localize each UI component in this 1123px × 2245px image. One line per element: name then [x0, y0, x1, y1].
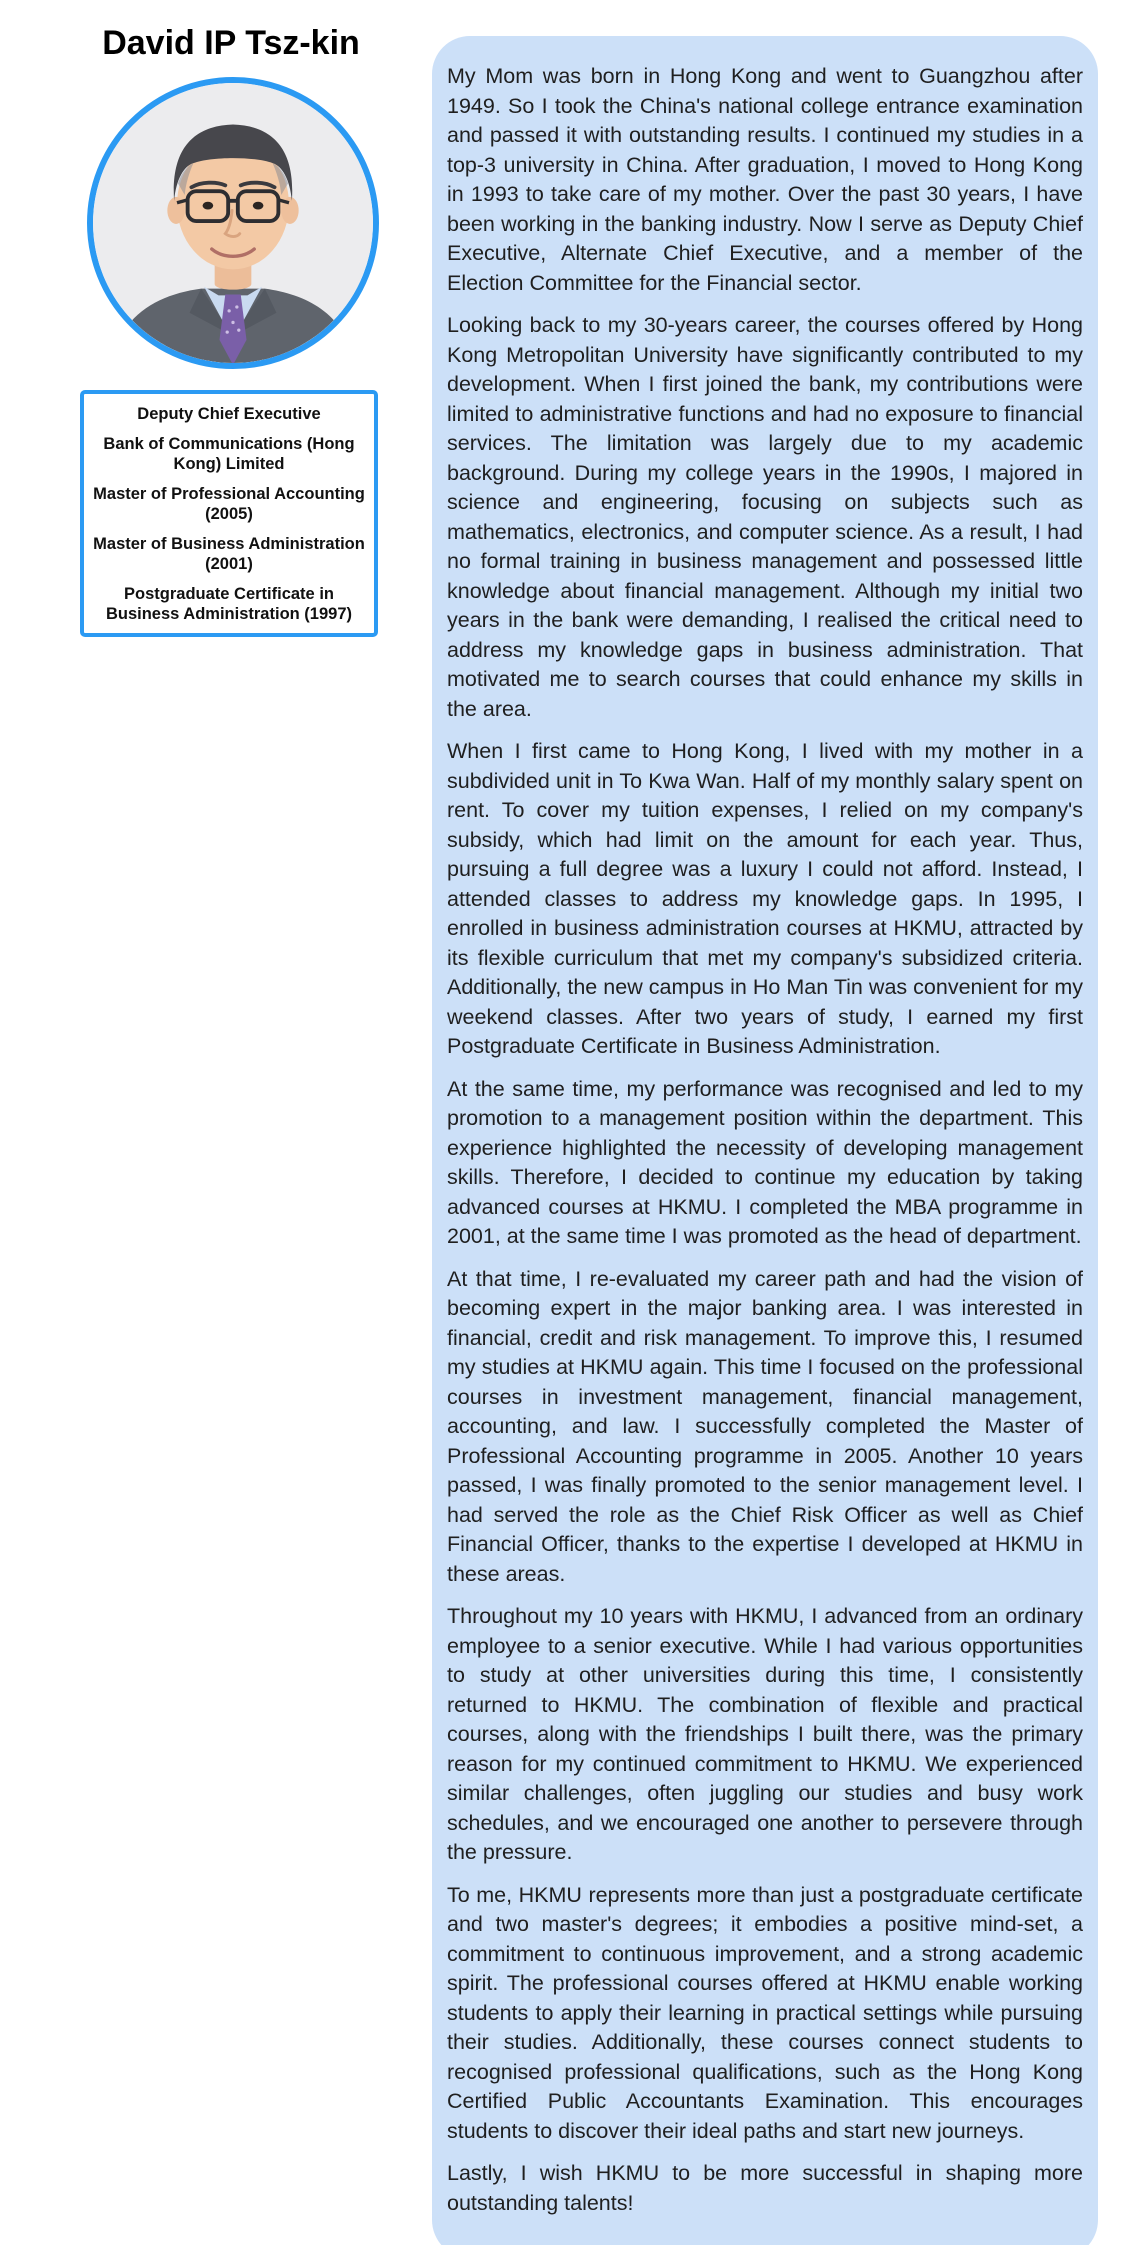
testimonial-paragraph: Looking back to my 30-years career, the courses offered by Hong Kong Metropolitan University have significantly contributed to my development. When I first joined the bank, my contributions were limited to administrative functions and had no exposure to financial services. The limitation was largely due to my academic background. During my college years in the 1990s, I majored in science and engineering, focusing on subjects such as mathematics, electronics, and computer science. As a result, I had no formal training in business management and possessed little knowledge about financial management. Although my initial two years in the bank were demanding, I realised the critical need to address my knowledge gaps in business administration. That motivated me to search courses that could enhance my skills in the area. — [447, 313, 1083, 721]
profile-photo — [87, 77, 379, 369]
testimonial-paragraph: To me, HKMU represents more than just a postgraduate certificate and two master's degrees; it embodies a positive mind-set, a commitment to continuous improvement, and a strong academic spirit. The professional courses offered at HKMU enable working students to apply their learning in practical settings while pursuing their studies. Additionally, these courses connect students to recognised professional qualifications, such as the Hong Kong Certified Public Accountants Examination. This encourages students to discover their ideal paths and start new journeys. — [447, 1882, 1083, 2143]
profile-name: David IP Tsz-kin — [102, 24, 360, 62]
testimonial-bubble — [432, 36, 1098, 2245]
testimonial-paragraph: When I first came to Hong Kong, I lived with my mother in a subdivided unit in To Kwa Wan. Half of my monthly salary spent on rent. To cover my tuition expenses, I relied on my company's subsidy, which had limit on the amount for each year. Thus, pursuing a full degree was a luxury I could not afford. Instead, I attended classes to address my knowledge gaps. In 1995, I enrolled in business administration courses at HKMU, attracted by its flexible curriculum that met my company's subsidized criteria. Additionally, the new campus in Ho Man Tin was convenient for my weekend classes. After two years of study, I earned my first Postgraduate Certificate in Business Administration. — [447, 739, 1083, 1058]
testimonial-paragraph: At that time, I re-evaluated my career path and had the vision of becoming expert in the major banking area. I was interested in financial, credit and risk management. To improve this, I resumed my studies at HKMU again. This time I focused on the professional courses in investment management, financial management, accounting, and law. I successfully completed the Master of Professional Accounting programme in 2005. Another 10 years passed, I was finally promoted to the senior management level. I had served the role as the Chief Risk Officer as well as Chief Financial Officer, thanks to the expertise I developed at HKMU in these areas. — [447, 1266, 1083, 1586]
testimonial-paragraph: Throughout my 10 years with HKMU, I advanced from an ordinary employee to a senior executive. While I had various opportunities to study at other universities during this time, I consistently returned to HKMU. The combination of flexible and practical courses, along with the friendships I built there, was the primary reason for my continued commitment to HKMU. We experienced similar challenges, often juggling our studies and busy work schedules, and we encouraged one another to persevere through the pressure. — [447, 1604, 1083, 1864]
credential-title: Deputy Chief Executive — [137, 404, 321, 423]
credential-company: Bank of Communications (Hong Kong) Limited — [103, 434, 355, 473]
credential-degree-mpa: Master of Professional Accounting (2005) — [93, 484, 365, 523]
credentials-box — [80, 390, 378, 637]
credential-postgrad-certificate: Postgraduate Certificate in Business Administration (1997) — [105, 584, 353, 623]
testimonial-paragraph: At the same time, my performance was recognised and led to my promotion to a management position within the department. This experience highlighted the necessity of developing management skills. Therefore, I decided to continue my education by taking advanced courses at HKMU. I completed the MBA programme in 2001, at the same time I was promoted as the head of department. — [447, 1076, 1083, 1248]
testimonial-paragraph: Lastly, I wish HKMU to be more successful in shaping more outstanding talents! — [447, 2161, 1083, 2215]
testimonial-paragraph: My Mom was born in Hong Kong and went to Guangzhou after 1949. So I took the China's national college entrance examination and passed it with outstanding results. I continued my studies in a top-3 university in China. After graduation, I moved to Hong Kong in 1993 to take care of my mother. Over the past 30 years, I have been working in the banking industry. Now I serve as Deputy Chief Executive, Alternate Chief Executive, and a member of the Election Committee for the Financial sector. — [447, 64, 1083, 295]
portrait-illustration — [93, 83, 373, 363]
credential-degree-mba: Master of Business Administration (2001) — [93, 534, 365, 573]
